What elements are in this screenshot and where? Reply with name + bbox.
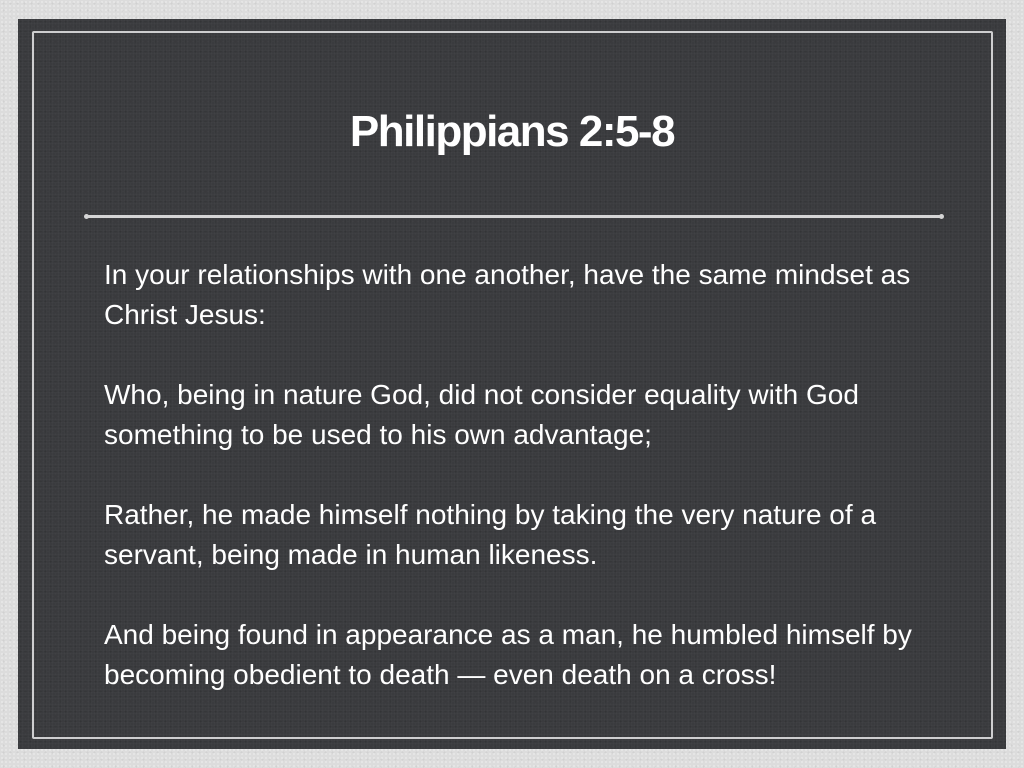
title-divider bbox=[86, 215, 942, 218]
verse-paragraph-4: And being found in appearance as a man, he humbled himself by becoming obedient to death — even death on a cross! bbox=[104, 619, 912, 690]
verse-paragraph-1: In your relationships with one another, have the same mindset as Christ Jesus: bbox=[104, 259, 911, 330]
slide-title: Philippians 2:5-8 bbox=[349, 107, 675, 156]
verse-paragraph-2: Who, being in nature God, did not consider equality with God something to be used to his own advantage; bbox=[104, 379, 859, 450]
verse-paragraph-3: Rather, he made himself nothing by taking the very nature of a servant, being made in human likeness. bbox=[104, 499, 877, 570]
slide-board bbox=[18, 19, 1006, 749]
slide-body bbox=[104, 255, 944, 695]
